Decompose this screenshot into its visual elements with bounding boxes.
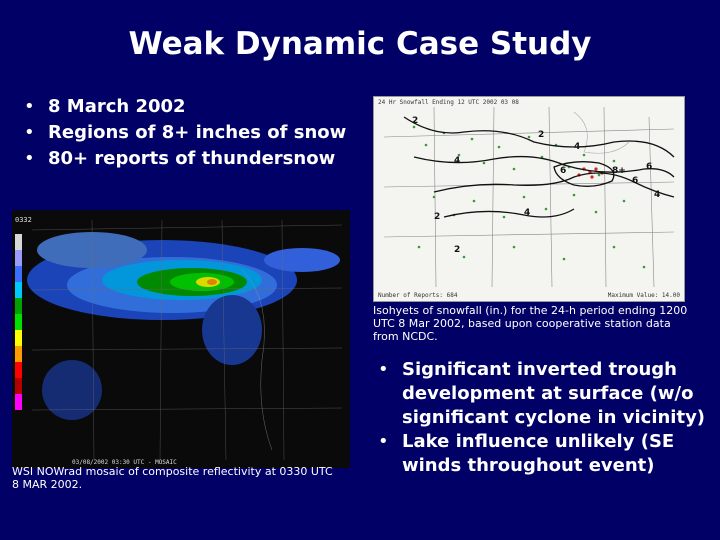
contour-label: 2 [454, 245, 461, 255]
contour-label: 2 [434, 212, 441, 222]
radar-mosaic-caption: WSI NOWrad mosaic of composite reflectivity at 0330 UTC 8 MAR 2002. [12, 465, 333, 491]
contour-label: 6 [646, 162, 653, 172]
contour-label: 4 [654, 190, 661, 200]
map-header: 24 Hr Snowfall Ending 12 UTC 2002 03 08 [378, 99, 519, 106]
contour-label: 2 [538, 130, 545, 140]
bullet-text: 8 March 2002 [48, 96, 186, 117]
bottom-bullet-list [378, 358, 708, 478]
radar-mosaic-image [12, 210, 350, 468]
bullet-text: Regions of 8+ inches of snow [48, 122, 347, 143]
radar-mosaic-graphic [12, 210, 350, 468]
bullet-icon: • [378, 359, 389, 380]
top-bullet-list [24, 94, 364, 172]
bullet-icon: • [24, 122, 35, 143]
radar-footer: 03/08/2002 03:30 UTC - MOSAIC [72, 459, 177, 466]
contour-label: 2 [412, 116, 419, 126]
contour-label: 4 [524, 208, 531, 218]
bullet-item [24, 94, 364, 120]
map-footer-left: Number of Reports: 684 [378, 292, 458, 299]
bullet-icon: • [378, 431, 389, 452]
bullet-text: 80+ reports of thundersnow [48, 148, 336, 169]
bullet-item [378, 358, 708, 430]
snowfall-map-caption: Isohyets of snowfall (in.) for the 24-h period ending 1200 UTC 8 Mar 2002, based upon cooperative station data from NCDC. [373, 304, 688, 343]
contour-label: 4 [454, 156, 461, 166]
bullet-item [24, 146, 364, 172]
contour-label: 8+ [612, 166, 626, 176]
contour-label: 6 [632, 176, 639, 186]
slide-title: Weak Dynamic Case Study [128, 26, 592, 62]
snowfall-map-image [373, 96, 685, 302]
bullet-item [24, 120, 364, 146]
snowfall-map-graphic [374, 97, 684, 301]
contour-label: 6 [560, 166, 567, 176]
radar-header: 0332 [15, 216, 32, 224]
bullet-item [378, 430, 708, 478]
bullet-text: Significant inverted trough development at surface (w/o significant cyclone in vicinity) [402, 359, 706, 428]
bullet-icon: • [24, 148, 35, 169]
contour-label: 4 [574, 142, 581, 152]
reflectivity-legend [15, 234, 22, 410]
bullet-icon: • [24, 96, 35, 117]
bullet-text: Lake influence unlikely (SE winds throughout event) [402, 431, 675, 476]
map-footer-right: Maximum Value: 14.00 [607, 292, 680, 299]
